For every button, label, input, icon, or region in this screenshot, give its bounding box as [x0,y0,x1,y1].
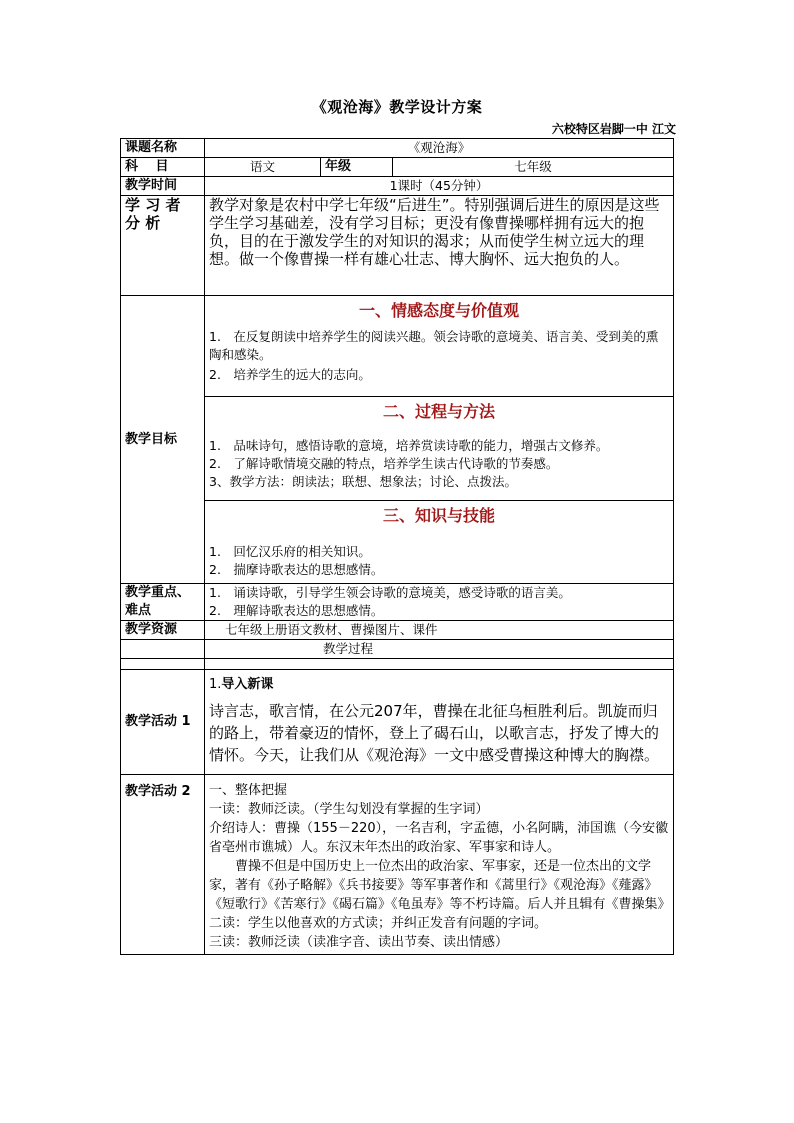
keypoint-item: 2. 理解诗歌表达的思想感情。 [209,603,384,618]
spacer-cell [205,659,674,670]
row-learner [121,196,674,296]
goals-label: 教学目标 [121,296,205,584]
document-title: 《观沧海》教学设计方案 [311,98,483,116]
activity2-line: 三读：教师泛读（读准字音、读出节奏、读出情感） [209,935,509,950]
row-resources [121,621,674,640]
activity2-line: 一读：教师泛读。（学生勾划没有掌握的生字词） [209,802,489,817]
goals-content [205,296,674,584]
goals-section-2 [205,396,673,500]
activity1-label: 教学活动 1 [121,670,205,775]
activity2-line: 一、整体把握 [209,783,288,798]
activity2-line: 介绍诗人：曹操（155－220），一名吉利，字孟德，小名阿瞒，沛国谯（今安徽省亳州市谯城）人。东汉末年杰出的政治家、军事家和诗人。 [209,821,669,855]
activity1-heading-number: 1. [209,677,222,692]
activity2-label: 教学活动 2 [121,775,205,955]
goal-item: 1. 回忆汉乐府的相关知识。 [209,544,371,559]
course-name-label: 课题名称 [121,139,205,158]
goal-heading-1: 一、情感态度与价值观 [359,301,520,320]
learner-text: 教学对象是农村中学七年级“后进生”。特别强调后进生的原因是这些学生学习基础差，没有学习目标；更没有像曹操哪样拥有远大的抱负，目的在于激发学生的对知识的渴求；从而使学生树立远大的理想。做一个像曹操一样有雄心壮志、博大胸怀、远大抱负的人。 [205,196,674,296]
process-label: 教学过程 [205,640,674,659]
activity1-heading [209,676,669,694]
resources-label: 教学资源 [121,621,205,640]
row-spacer [121,659,674,670]
time-value: 1课时（45分钟） [205,177,674,196]
row-activity-1 [121,670,674,775]
goal-item: 2. 了解诗歌情境交融的特点，培养学生读古代诗歌的节奏感。 [209,456,559,471]
process-empty-cell [121,640,205,659]
grade-label: 年级 [321,158,393,177]
spacer-cell [121,659,205,670]
keypoints-label: 教学重点、难点 [121,584,205,621]
goal-item: 3、教学方法：朗读法；联想、想象法；讨论、点拨法。 [209,474,517,489]
resources-value: 七年级上册语文教材、曹操图片、课件 [205,621,674,640]
row-activity-2 [121,775,674,955]
activity1-text: 诗言志，歌言情，在公元207年，曹操在北征乌桓胜利后。凯旋而归的路上，带着豪迈的情怀，登上了碣石山，以歌言志，抒发了博大的情怀。今天，让我们从《观沧海》一文中感受曹操这种博大的胸襟。 [209,702,660,764]
keypoint-item: 1. 诵读诗歌，引导学生领会诗歌的意境美，感受诗歌的语言美。 [209,585,571,600]
goals-section-1 [205,296,673,396]
time-label: 教学时间 [121,177,205,196]
grade-value: 七年级 [393,158,674,177]
lesson-plan-table [120,138,674,955]
row-course-name [121,139,674,158]
goal-heading-2: 二、过程与方法 [383,402,496,421]
row-keypoints [121,584,674,621]
activity1-content [205,670,674,775]
row-subject [121,158,674,177]
goal-heading-3: 三、知识与技能 [383,506,496,525]
learner-label: 学 习 者 分 析 [121,196,205,296]
subject-label: 科 目 [121,158,205,177]
activity2-line: 二读：学生以他喜欢的方式读；并纠正发音有问题的字词。 [209,916,548,931]
subject-value: 语文 [205,158,321,177]
row-process [121,640,674,659]
document-author: 六校特区岩脚一中 江文 [551,122,676,136]
goal-item: 2. 揣摩诗歌表达的思想感情。 [209,562,384,577]
goals-section-3 [205,500,673,583]
activity2-content [205,775,674,955]
goal-item: 2. 培养学生的远大的志向。 [209,367,371,382]
row-time [121,177,674,196]
goal-item: 1. 在反复朗读中培养学生的阅读兴趣。领会诗歌的意境美、语言美、受到美的熏陶和感染。 [209,329,659,362]
course-name-value: 《观沧海》 [205,139,674,158]
row-goals [121,296,674,584]
activity2-paragraph: 曹操不但是中国历史上一位杰出的政治家、军事家，还是一位杰出的文学家，著有《孙子略解》《兵书接要》等军事著作和《蒿里行》《观沧海》《薤露》《短歌行》《苦寒行》《碣石篇》《龟虽寿》等不朽诗篇。后人并且辑有《曹操集》 [209,859,671,912]
activity1-heading-text: 导入新课 [221,677,274,692]
keypoints-content [205,584,674,621]
goal-item: 1. 品味诗句，感悟诗歌的意境，培养赏读诗歌的能力，增强古文修养。 [209,438,609,453]
